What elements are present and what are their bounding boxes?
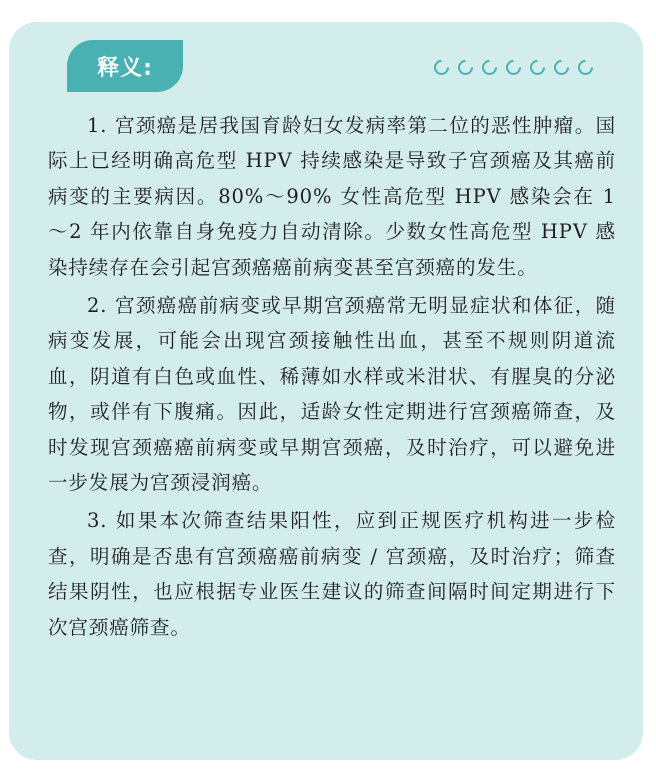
- paragraph-2: 2. 宫颈癌癌前病变或早期宫颈癌常无明显症状和体征，随病变发展，可能会出现宫颈接触性出血，甚至不规则阴道流血，阴道有白色或血性、稀薄如水样或米泔状、有腥臭的分泌物，或伴有下腹痛。因此，适龄女性定期进行宫颈癌筛查，及时发现宫颈癌癌前病变或早期宫颈癌，及时治疗，可以避免进一步发展为宫颈浸润癌。: [48, 294, 616, 495]
- ring-icon: [431, 57, 452, 78]
- ring-icon: [575, 57, 596, 78]
- ring-icon: [527, 57, 548, 78]
- ring-icon: [551, 57, 572, 78]
- explanation-tag: 释义:: [67, 40, 183, 92]
- paragraph-3: 3. 如果本次筛查结果阳性，应到正规医疗机构进一步检查，明确是否患有宫颈癌癌前病变 / 宫颈癌，及时治疗；筛查结果阴性，也应根据专业医生建议的筛查间隔时间定期进行下次宫颈癌筛查。: [48, 509, 616, 639]
- ring-icon: [455, 57, 476, 78]
- decorative-rings: [434, 60, 593, 75]
- ring-icon: [479, 57, 500, 78]
- paragraph-1: 1. 宫颈癌是居我国育龄妇女发病率第二位的恶性肿瘤。国际上已经明确高危型 HPV 持续感染是导致子宫颈癌及其癌前病变的主要病因。80%～90% 女性高危型 HPV 感染会在 1～2 年内依靠自身免疫力自动清除。少数女性高危型 HPV 感染持续存在会引起宫颈癌癌前病变甚至宫颈癌的发生。: [48, 114, 616, 279]
- explanation-body: [48, 108, 616, 645]
- ring-icon: [503, 57, 524, 78]
